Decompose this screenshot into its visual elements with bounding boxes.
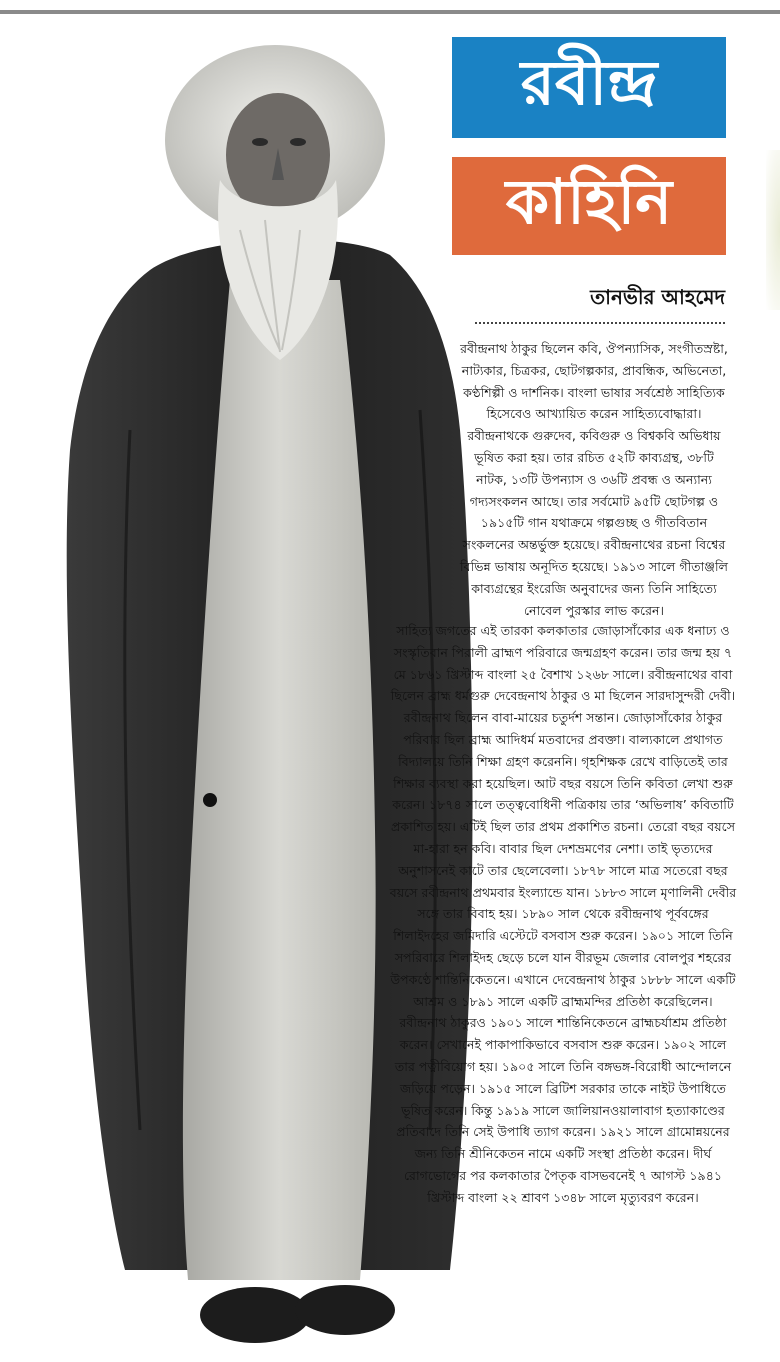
left-foot-shape <box>200 1287 310 1343</box>
title-line-1 <box>452 37 726 138</box>
edge-decoration <box>766 150 780 310</box>
title-line-1-text: রবীন্দ্র <box>520 46 658 119</box>
title-line-2 <box>452 157 726 255</box>
author-byline: তানভীর আহমেদ <box>475 283 725 324</box>
article-paragraph-2: সাহিত্য জগতের এই তারকা কলকাতার জোড়াসাঁকোর এক ধনাঢ্য ও সংস্কৃতিবান পিরালী ব্রাহ্মণ পরিবারে জন্মগ্রহণ করেন। তার জন্ম হয় ৭ মে ১৮৬১ খ্রিস্টাব্দ বাংলা ২৫ বৈশাখ ১২৬৮ সালে। রবীন্দ্রনাথের বাবা ছিলেন ব্রাহ্ম ধর্মগুরু দেবেন্দ্রনাথ ঠাকুর ও মা ছিলেন সারদাসুন্দরী দেবী। রবীন্দ্রনাথ ছিলেন বাবা-মায়ের চতুর্দশ সন্তান। জোড়াসাঁকোর ঠাকুর পরিবার ছিল ব্রাহ্ম আদিধর্ম মতবাদের প্রবক্তা। বাল্যকালে প্রথাগত বিদ্যালয়ে তিনি শিক্ষা গ্রহণ করেননি। গৃহশিক্ষক রেখে বাড়িতেই তার শিক্ষার ব্যবস্থা করা হয়েছিল। আট বছর বয়সে তিনি কবিতা লেখা শুরু করেন। ১৮৭৪ সালে তত্ত্ববোধিনী পত্রিকায় তার ‘অভিলাষ’ কবিতাটি প্রকাশিত হয়। এটিই ছিল তার প্রথম প্রকাশিত রচনা। তেরো বছর বয়সে মা-হারা হন কবি। বাবার ছিল দেশভ্রমণের নেশা। তাই ভৃত্যদের অনুশাসনেই কাটে তার ছেলেবেলা। ১৮৭৮ সালে মাত্র সতেরো বছর বয়সে রবীন্দ্রনাথ প্রথমবার ইংল্যান্ডে যান। ১৮৮৩ সালে মৃণালিনী দেবীর সঙ্গে তার বিবাহ হয়। ১৮৯০ সাল থেকে রবীন্দ্রনাথ পূর্ববঙ্গের শিলাইদহের জমিদারি এস্টেটে বসবাস শুরু করেন। ১৯০১ সালে তিনি সপরিবারে শিলাইদহ ছেড়ে চলে যান বীরভূম জেলার বোলপুর শহরের উপকণ্ঠে শান্তিনিকেতনে। এখানে দেবেন্দ্রনাথ ঠাকুর ১৮৮৮ সালে একটি আশ্রম ও ১৮৯১ সালে একটি ব্রাহ্মমন্দির প্রতিষ্ঠা করেছিলেন। রবীন্দ্রনাথ ঠাকুরও ১৯০১ সালে শান্তিনিকেতনে ব্রাহ্মচর্যাশ্রম প্রতিষ্ঠা করেন। সেখানেই পাকাপাকিভাবে বসবাস শুরু করেন। ১৯০২ সালে তার পত্নীবিয়োগ হয়। ১৯০৫ সালে তিনি বঙ্গভঙ্গ-বিরোধী আন্দোলনে জড়িয়ে পড়েন। ১৯১৫ সালে ব্রিটিশ সরকার তাকে নাইট উপাধিতে ভূষিত করেন। কিন্তু ১৯১৯ সালে জালিয়ানওয়ালাবাগ হত্যাকাণ্ডের প্রতিবাদে তিনি সেই উপাধি ত্যাগ করেন। ১৯২১ সালে গ্রামোন্নয়নের জন্য তিনি শ্রীনিকেতন নামে একটি সংস্থা প্রতিষ্ঠা করেন। দীর্ঘ রোগভোগের পর কলকাতার পৈতৃক বাসভবনেই ৭ আগস্ট ১৯৪১ খ্রিস্টাব্দ বাংলা ২২ শ্রাবণ ১৩৪৮ সালে মৃত্যুবরণ করেন। <box>389 623 737 1205</box>
article-paragraph-1: রবীন্দ্রনাথ ঠাকুর ছিলেন কবি, ঔপন্যাসিক, সংগীতস্রষ্টা, নাট্যকার, চিত্রকর, ছোটগল্পকার, প্রাবন্ধিক, অভিনেতা, কণ্ঠশিল্পী ও দার্শনিক। বাংলা ভাষার সর্বশ্রেষ্ঠ সাহিত্যিক হিসেবেও আখ্যায়িত করেন সাহিত্যবোদ্ধারা। রবীন্দ্রনাথকে গুরুদেব, কবিগুরু ও বিশ্বকবি অভিধায় ভূষিত করা হয়। তার রচিত ৫২টি কাব্যগ্রন্থ, ৩৮টি নাটক, ১৩টি উপন্যাস ও ৩৬টি প্রবন্ধ ও অন্যান্য গদ্যসংকলন আছে। তার সর্বমোট ৯৫টি ছোটগল্প ও ১৯১৫টি গান যথাক্রমে গল্পগুচ্ছ ও গীতবিতান সংকলনের অন্তর্ভুক্ত হয়েছে। রবীন্দ্রনাথের রচনা বিশ্বের বিভিন্ন ভাষায় অনূদিত হয়েছে। ১৯১৩ সালে গীতাঞ্জলি কাব্যগ্রন্থের ইংরেজি অনুবাদের জন্য তিনি সাহিত্যে নোবেল পুরস্কার লাভ করেন। <box>459 341 729 618</box>
title-line-2-text: কাহিনি <box>505 164 673 238</box>
right-foot-shape <box>295 1285 395 1335</box>
top-rule <box>0 10 780 14</box>
